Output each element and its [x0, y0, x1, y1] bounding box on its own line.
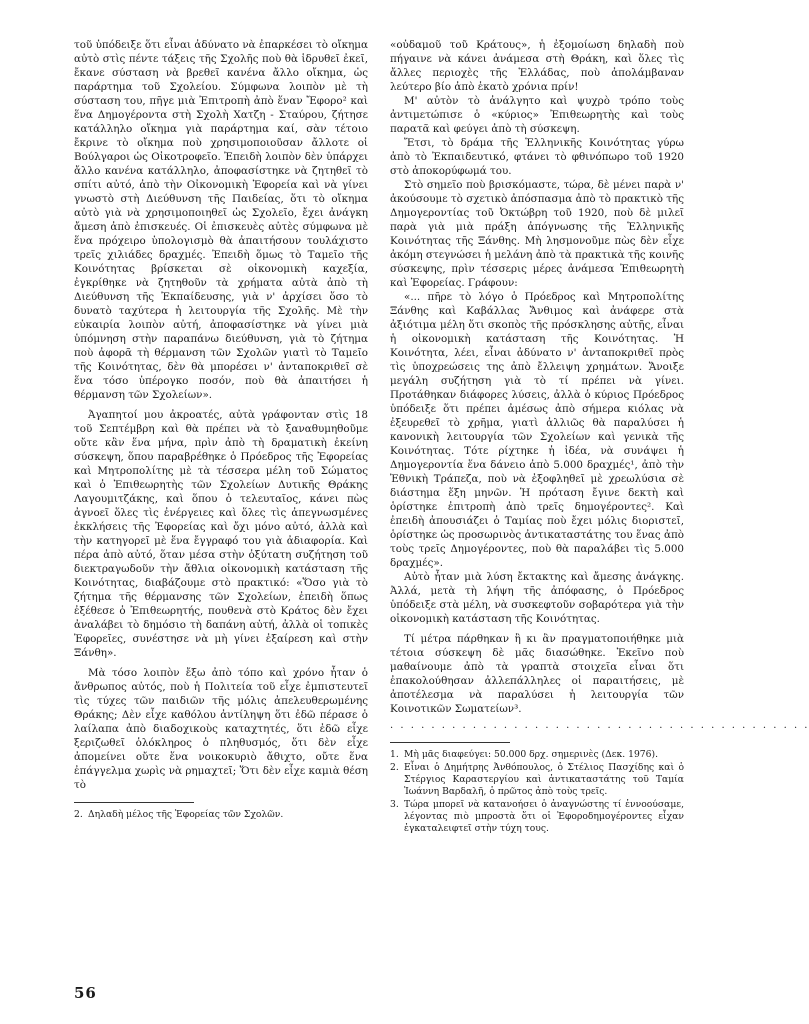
footnote-number: 2. [390, 762, 399, 773]
footnote-text: Εἶναι ὁ Δημήτρης Ἀνθόπουλος, ὁ Στέλιος Πασχίδης καὶ ὁ Στέργιος Καραστεργίου καὶ ἀντικαταστάτης τοῦ Ταμία Ἰωάννη Βαρδαλῆ, ὁ πρῶτος ἀπὸ τοὺς τρεῖς. [404, 762, 684, 797]
footnote-rule [74, 802, 194, 803]
quoted-minutes: «... πῆρε τὸ λόγο ὁ Πρόεδρος καὶ Μητροπολίτης Ξάνθης καὶ Καβάλλας Ἄνθιμος καὶ ἀνάφερε στὰ ἀξιότιμα μέλη ὅτι σκοπὸς τῆς πρόσκλησης αὐτῆς, εἶναι ἡ οἰκονομικὴ κατάσταση τῆς Κοινότητας. Ἡ Κοινότητα, λέει, εἶναι ἀδύνατο ν' ἀνταποκριθεῖ πρὸς τὶς ὑποχρεώσεις της ἀπὸ ἔλλειψη χρημάτων. Ἄνοιξε μεγάλη συζήτηση γιὰ τὸ τί πρέπει νὰ γίνει. Προτάθηκαν διάφορες λύσεις, ἀλλὰ ὁ κύριος Πρόεδρος ὑπόδειξε ὅτι πρέπει ἀμέσως ἀπὸ σήμερα κιόλας νὰ ἐξευρεθεῖ τὸ χρῆμα, γιατὶ ἀλλιῶς θὰ παραλύσει ἡ κανονικὴ λειτουργία τῶν Σχολείων καὶ γενικὰ τῆς Κοινότητας. Τότε ρίχτηκε ἡ ἰδέα, νὰ συνάψει ἡ Δημογεροντία ἕνα δάνειο ἀπὸ 5.000 δραχμές¹, ἀπὸ τὴν Ἐθνικὴ Τράπεζα, ποὺ νὰ ἐξοφληθεῖ μὲ χρεωλύσια σὲ διάστημα ἕξη μηνῶν. Ἡ πρόταση ἔγινε δεκτὴ καὶ ὁρίστηκε ἐπιτροπὴ ἀπὸ τρεῖς δημογέροντες². Καὶ ἐπειδὴ ἀπουσιάζει ὁ Ταμίας ποὺ ἔχει μόλις διοριστεῖ, ὁρίστηκε ὡς προσωρινὸς ἀντικαταστάτης του ἕνας ἀπὸ τοὺς τρεῖς Δημογέροντες, ποὺ θὰ παραλάβει τὶς 5.000 δραχμές». [390, 291, 684, 569]
footnotes [74, 809, 368, 821]
footnote-rule [390, 742, 510, 743]
paragraph: Τί μέτρα πάρθηκαν ἢ κι ἂν πραγματοποιήθηκε μιὰ τέτοια σύσκεψη δὲ μᾶς διασώθηκε. Ἐκεῖνο ποὺ μαθαίνουμε ἀπὸ τὰ γραπτὰ στοιχεῖα εἶναι ὅτι ἐπακολούθησαν ἀλλεπάλληλες οἱ παραιτήσεις, μὲ ἀποτέλεσμα νὰ παραλύσει ἡ λειτουργία τῶν Κοινοτικῶν Σωματείων³. [390, 633, 684, 715]
paragraph: Ἔτσι, τὸ δράμα τῆς Ἑλληνικῆς Κοινότητας γύρω ἀπὸ τὸ Ἐκπαιδευτικό, φτάνει τὸ φθινόπωρο τοῦ 1920 στὸ ἀποκορύφωμά του. [390, 137, 684, 177]
paragraph: «οὐδαμοῦ τοῦ Κράτους», ἡ ἐξομοίωση δηλαδὴ ποὺ πήγαινε νὰ κάνει ἀνάμεσα στὴ Θράκη, καὶ ὅλες τὶς ἄλλες περιοχὲς τῆς Ἑλλάδας, ποὺ ἀπολάμβαναν λεύτερο βίο ἀπὸ ἑκατὸ χρόνια πρίν! [390, 39, 684, 93]
paragraph: Ἀγαπητοί μου ἀκροατές, αὐτὰ γράφονταν στὶς 18 τοῦ Σεπτέμβρη καὶ θὰ πρέπει νὰ τὸ ξαναθυμηθοῦμε οὔτε κἂν ἕνα μήνα, πρὶν ἀπὸ τὴ δραματικὴ ἐκείνη σύσκεψη, ὅπου παραβρέθηκε ὁ Πρόεδρος τῆς Ἐφορείας καὶ Μητροπολίτης μὲ τὰ τέσσερα μέλη τοῦ Σώματος καὶ ὁ Ἐπιθεωρητὴς τῶν Σχολείων Δυτικῆς Θράκης Λαγουμιτζάκης, καὶ ὅπου ὁ τελευταῖος, κάνει πὼς ἀγνοεῖ ὅλες τὶς ἐνέργειες καὶ ὅλες τὶς ἀπεγνωσμένες ἐκκλήσεις τῆς Ἐφορείας καὶ ὄχι μόνο αὐτό, ἀλλὰ καὶ τὴν κατηγορεῖ μὲ ἕνα ἔγγραφό του γιὰ ἀδιαφορία. Καὶ πέρα ἀπὸ αὐτό, ὅταν μέσα στὴν ὀξύτατη συζήτηση τοῦ διεκτραγωδοῦν τὴν ἄθλια οἰκονομικὴ κατάσταση τῆς Κοινότητας, διαβάζουμε στὸ πρακτικό: «Ὅσο γιὰ τὸ ζήτημα τῆς θέρμανσης τῶν Σχολείων, ἐπειδὴ ὅπως ἐξέθεσε ὁ Ἐπιθεωρητής, πουθενὰ στὸ Κράτος δὲν ἔχει ἀναλάβει τὸ δημόσιο τὴ δαπάνη αὐτή, ἀλλὰ οἱ τοπικὲς Ἐφορεῖες, συνέστησε νὰ μὴ γίνει ἐξαίρεση καὶ στὴν Ξάνθη». [74, 409, 368, 659]
ellipsis-separator: . . . . . . . . . . . . . . . . . . . . . . . . . . . . . . . . . . . . . . . . . [390, 720, 809, 731]
footnote-number: 2. [74, 809, 83, 820]
footnote-number: 3. [390, 799, 399, 810]
right-column [390, 38, 809, 836]
paragraph: Μ' αὐτὸν τὸ ἀνάλγητο καὶ ψυχρὸ τρόπο τοὺς ἀντιμετώπισε ὁ «κύριος» Ἐπιθεωρητὴς καὶ τοὺς παρατᾶ καὶ φεύγει ἀπὸ τὴ σύσκεψη. [390, 95, 684, 135]
footnote-text: Μὴ μᾶς διαφεύγει: 50.000 δρχ. σημερινὲς (Δεκ. 1976). [404, 749, 659, 760]
footnote [390, 749, 684, 761]
paragraph: Μὰ τόσο λοιπὸν ἔξω ἀπὸ τόπο καὶ χρόνο ἦταν ὁ ἄνθρωπος αὐτός, ποὺ ἡ Πολιτεία τοῦ εἶχε ἐμπιστευτεῖ τὶς τύχες τῶν παιδιῶν τῆς μόλις ἀπελευθερωμένης Θράκης; Δὲν εἶχε καθόλου ἀντίληψη ὅτι ἐδῶ πέρασε ὁ λαίλαπα ἀπὸ διαδοχικοὺς καταχτητές, ὅτι ἐδῶ εἶχε ξεριζωθεῖ ὁλόκληρος ὁ πληθυσμός, ὅτι δὲν εἶχε ἀπομείνει οὔτε ἕνα νοικοκυριὸ ἄθιχτο, οὔτε ἕνα ἐπάγγελμα χωρὶς νὰ ρημαχτεῖ; Ὅτι δὲν εἶχε καμιὰ θέση τὸ [74, 667, 368, 791]
footnote [390, 799, 684, 835]
paragraph: Στὸ σημεῖο ποὺ βρισκόμαστε, τώρα, δὲ μένει παρὰ ν' ἀκούσουμε τὸ σχετικὸ ἀπόσπασμα ἀπὸ τὸ πρακτικὸ τῆς Δημογεροντίας τοῦ Ὀκτώβρη τοῦ 1920, ποὺ δὲ μιλεῖ παρὰ γιὰ μιὰ πράξη ἀπόγνωσης τῆς Ἑλληνικῆς Κοινότητας τῆς Ξάνθης. Μὴ λησμονοῦμε πὼς δὲν εἶχε ἀκόμη στεγνώσει ἡ μελάνη ἀπὸ τὰ πρακτικὰ τῆς κοινῆς σύσκεψης, πρὶν τέσσερις μέρες ἀνάμεσα Ἐπιθεωρητὴ καὶ Ἐφορείας. Γράφουν: [390, 179, 684, 289]
footnote-number: 1. [390, 749, 399, 760]
page-number: 56 [74, 984, 97, 1002]
paragraph: Αὐτὸ ἦταν μιὰ λύση ἔκτακτης καὶ ἄμεσης ἀνάγκης. Ἀλλά, μετὰ τὴ λήψη τῆς ἀπόφασης, ὁ Πρόεδρος ὑπόδειξε στὰ μέλη, νὰ συσκεφτοῦν σοβαρότερα γιὰ τὴν οἰκονομικὴ κατάσταση τῆς Κοινότητας. [390, 571, 684, 625]
footnote-text: Τώρα μπορεῖ νὰ κατανοήσει ὁ ἀναγνώστης τί ἐννοούσαμε, λέγοντας πιὸ μπροστὰ ὅτι οἱ Ἐφοροδημογέροντες εἶχαν ἐγκαταλειφτεῖ στὴν τύχη τους. [404, 799, 684, 834]
footnote [74, 809, 368, 821]
footnote [390, 762, 684, 798]
book-page [74, 38, 809, 1002]
footnote-text: Δηλαδὴ μέλος τῆς Ἐφορείας τῶν Σχολῶν. [88, 809, 284, 820]
left-column [74, 38, 368, 822]
paragraph: τοῦ ὑπόδειξε ὅτι εἶναι ἀδύνατο νὰ ἐπαρκέσει τὸ οἴκημα αὐτὸ στὶς πέντε τάξεις τῆς Σχολῆς ποὺ θὰ ἱδρυθεῖ ἐκεῖ, ἔκανε σύσταση νὰ βρεθεῖ κανένα ἄλλο οἴκημα, ὡς παράρτημα τοῦ Σχολείου. Σύμφωνα λοιπὸν μὲ τὴ σύσταση του, πῆγε μιὰ Ἐπιτροπὴ ἀπὸ ἕναν Ἔφορο² καὶ ἕνα Δημογέροντα στὴ Σχολὴ Χατζη - Σταύρου, ζήτησε κατάλληλο οἴκημα γιὰ παράρτημα καί, σὰν τέτοιο ἔκρινε τὸ οἴκημα ποὺ χρησιμοποιοῦσαν ἄλλοτε οἱ Βούλγαροι ὡς Οἰκοτροφεῖο. Ἐπειδὴ λοιπὸν δὲν ὑπάρχει ἄλλο κανένα κατάλληλο, ἀποφασίστηκε νὰ ζητηθεῖ τὸ σπίτι αὐτό, ἀπὸ τὴν Οἰκονομικὴ Ἐφορεία καὶ νὰ γίνει γνωστὸ στὴ Διεύθυνση τῆς Παιδείας, ὅτι τὸ οἴκημα αὐτὸ γιὰ νὰ χρησιμοποιηθεῖ ὡς Σχολεῖο, ἔχει ἀνάγκη ἄμεση ἀπὸ ἐπισκευές. Οἱ ἐπισκευὲς αὐτὲς σύμφωνα μὲ ἕνα πρόχειρο ὑπολογισμὸ θὰ ἀπαιτήσουν τουλάχιστο τρεῖς χιλιάδες δραχμές. Ἐπειδὴ ὅμως τὸ Ταμεῖο τῆς Κοινότητας βρίσκεται σὲ οἰκονομικὴ καχεξία, ἐγκρίθηκε νὰ ζητηθοῦν τὰ χρήματα αὐτὰ ἀπὸ τὴ Διεύθυνση τῆς Ἐκπαίδευσης, γιὰ ν' ἀρχίσει ὅσο τὸ δυνατὸ ταχύτερα ἡ λειτουργία τῆς Σχολῆς. Μὲ τὴν εὐκαιρία λοιπὸν αὐτή, ἀποφασίστηκε νὰ γίνει μιὰ ὑπόμνηση στὴν παραπάνω διεύθυνση, γιὰ τὸ ζήτημα ποὺ ἀφορᾶ τὴ θέρμανση τῶν Σχολῶν γιατὶ τὸ Ταμεῖο τῆς Κοινότητας, δὲν θὰ μπορέσει ν' ἀνταποκριθεῖ σὲ ἕνα τόσο ὑπέρογκο ποσόν, ποὺ θὰ ἀπαιτήσει ἡ θέρμανση τῶν Σχολείων». [74, 39, 368, 401]
footnotes [390, 749, 684, 835]
